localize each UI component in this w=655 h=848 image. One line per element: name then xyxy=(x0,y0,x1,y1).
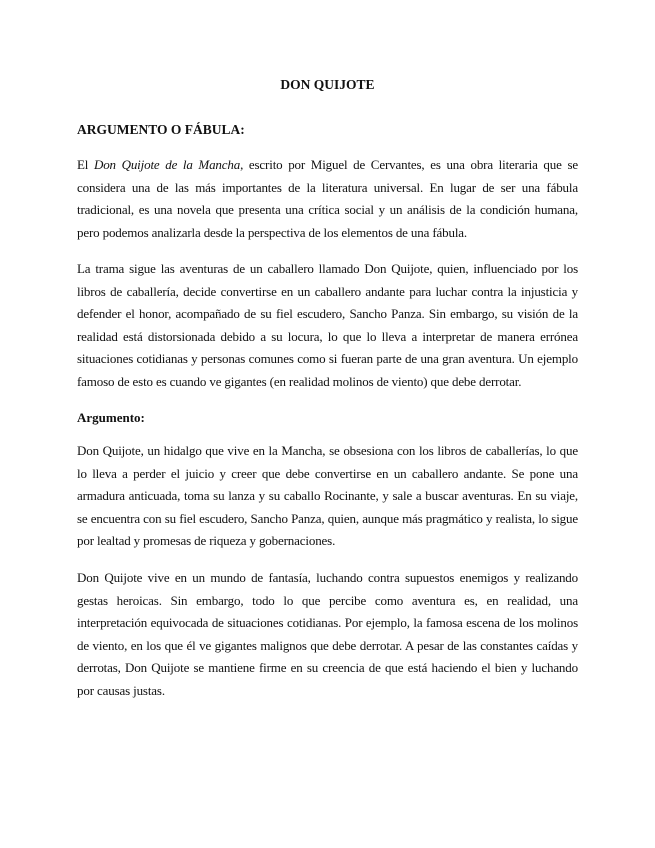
plot-paragraph: La trama sigue las aventuras de un caballero llamado Don Quijote, quien, influenciado por los libros de caballería, decide convertirse en un caballero andante para luchar contra la injusticia y defender el honor, acompañado de su fiel escudero, Sancho Panza. Sin embargo, su visión de la realidad está distorsionada debido a su locura, lo que lo lleva a interpretar de manera errónea situaciones cotidianas y personas comunes como si fueran parte de una gran aventura. Un ejemplo famoso de esto es cuando ve gigantes (en realidad molinos de viento) que debe derrotar. xyxy=(77,261,578,389)
intro-rest: , escrito por Miguel de Cervantes, es una obra literaria que se considera una de las más importantes de la literatura universal. En lugar de ser una fábula tradicional, es una novela que presenta una crítica social y un análisis de la condición humana, pero podemos analizarla desde la perspectiva de los elementos de una fábula. xyxy=(77,157,578,240)
book-title: Don Quijote de la Mancha xyxy=(93,157,241,172)
argument-paragraph-1: Don Quijote, un hidalgo que vive en la Mancha, se obsesiona con los libros de caballerías, lo que lo lleva a perder el juicio y creer que debe convertirse en un caballero andante. Se pone una armadura anticuada, toma su lanza y su caballo Rocinante, y sale a buscar aventuras. En su viaje, se encuentra con su fiel escudero, Sancho Panza, quien, aunque más pragmático y realista, lo sigue por lealtad y promesas de riqueza y gobernaciones. xyxy=(77,443,578,549)
document-page xyxy=(77,0,578,848)
intro-paragraph xyxy=(77,154,578,244)
argument-paragraph-2: Don Quijote vive en un mundo de fantasía, luchando contra supuestos enemigos y realizando gestas heroicas. Sin embargo, todo lo que percibe como aventura es, en realidad, una interpretación equivocada de situaciones cotidianas. Por ejemplo, la famosa escena de los molinos de viento, en los que él ve gigantes malignos que debe derrotar. A pesar de las constantes caídas y derrotas, Don Quijote se mantiene firme en su creencia de que está haciendo el bien y luchando por causas justas. xyxy=(77,570,578,698)
section-heading: ARGUMENTO O FÁBULA: xyxy=(77,122,245,137)
intro-lead: El xyxy=(77,157,94,172)
argument-subheading: Argumento: xyxy=(77,410,145,425)
document-title: DON QUIJOTE xyxy=(280,77,375,92)
